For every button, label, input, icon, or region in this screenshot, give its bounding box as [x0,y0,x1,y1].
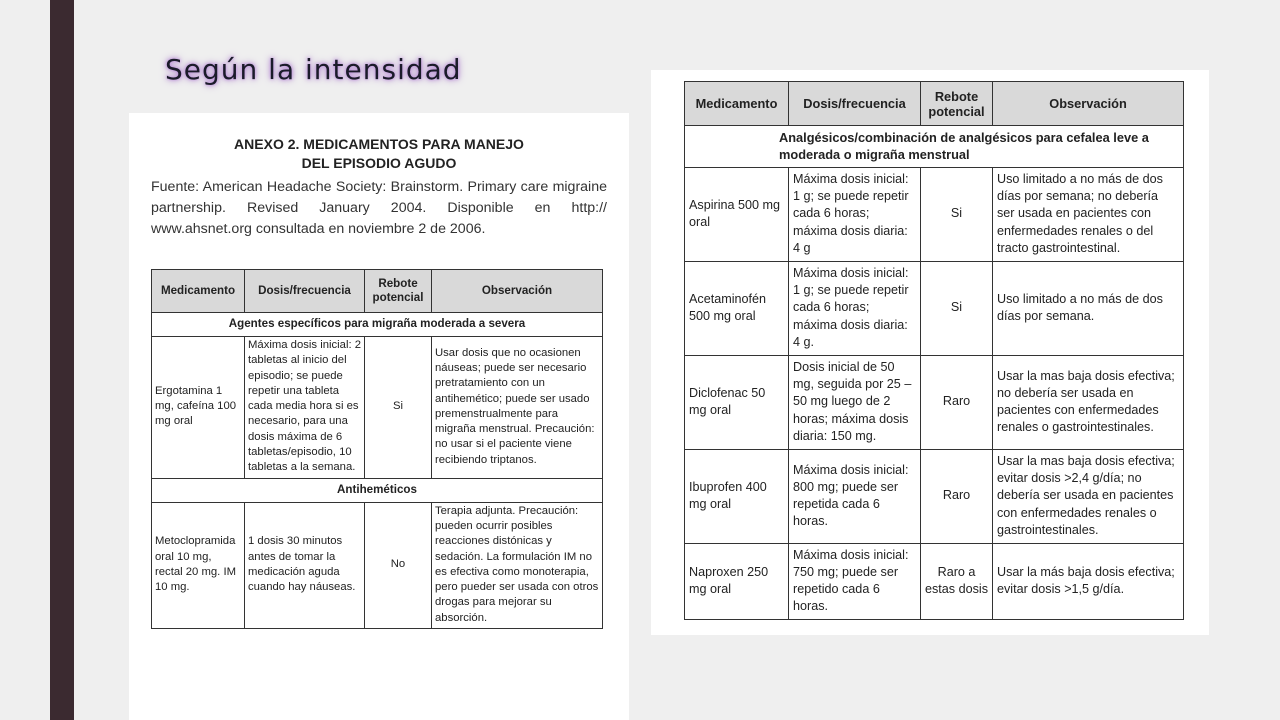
annex-heading-line2: DEL EPISODIO AGUDO [301,155,457,171]
annex-heading [129,135,629,173]
annex-source-text: Fuente: American Headache Society: Brainstorm. Primary care migraine partnership. Revised January 2004. Disponible en http:// www.ahsnet.org consultada en noviembre 2 de 2006. [151,179,607,237]
header-rebote: Rebote potencial [365,270,432,313]
cell-medicamento: Diclofenac 50 mg oral [685,356,789,450]
cell-observacion: Usar dosis que no ocasionen náuseas; puede ser necesario pretratamiento con un antihemético; puede ser usado premenstrualmente para migraña menstrual. Precaución: no usar si el paciente viene recibiendo triptanos. [432,337,603,479]
section-agentes-especificos: Agentes específicos para migraña moderada a severa [152,313,603,337]
left-medication-table [151,269,603,629]
cell-observacion: Uso limitado a no más de dos días por semana. [993,262,1184,356]
section-row [152,478,603,502]
table-row [685,356,1184,450]
cell-medicamento: Naproxen 250 mg oral [685,544,789,620]
table-row [152,337,603,479]
table-row [685,450,1184,544]
cell-rebote: Raro [921,356,993,450]
table-row [685,262,1184,356]
cell-medicamento: Aspirina 500 mg oral [685,168,789,262]
cell-dosis: Máxima dosis inicial: 800 mg; puede ser repetida cada 6 horas. [789,450,921,544]
table-row [685,168,1184,262]
slide-accent-bar [50,0,74,720]
right-document-image [651,70,1209,635]
header-observacion: Observación [993,82,1184,126]
cell-dosis: Dosis inicial de 50 mg, seguida por 25 – 50 mg luego de 2 horas; máxima dosis diaria: 150 mg. [789,356,921,450]
header-medicamento: Medicamento [152,270,245,313]
cell-medicamento: Acetaminofén 500 mg oral [685,262,789,356]
cell-rebote: Raro a estas dosis [921,544,993,620]
cell-dosis: Máxima dosis inicial: 1 g; se puede repetir cada 6 horas; máxima dosis diaria: 4 g [789,168,921,262]
header-dosis: Dosis/frecuencia [245,270,365,313]
cell-rebote: Si [921,168,993,262]
table-header-row [152,270,603,313]
section-analgesicos: Analgésicos/combinación de analgésicos para cefalea leve a moderada o migraña menstrual [685,126,1184,168]
cell-rebote: Raro [921,450,993,544]
table-header-row [685,82,1184,126]
cell-observacion: Uso limitado a no más de dos días por semana; no debería ser usada en pacientes con enfermedades renales o del tracto gastrointestinal. [993,168,1184,262]
section-row [152,313,603,337]
cell-observacion: Usar la más baja dosis efectiva; evitar dosis >1,5 g/día. [993,544,1184,620]
header-dosis: Dosis/frecuencia [789,82,921,126]
cell-dosis: Máxima dosis inicial: 1 g; se puede repetir cada 6 horas; máxima dosis diaria: 4 g. [789,262,921,356]
cell-dosis: Máxima dosis inicial: 2 tabletas al inicio del episodio; se puede repetir una tableta cada media hora si es necesario, para una dosis máxima de 6 tabletas/episodio, 10 tabletas a la semana. [245,337,365,479]
cell-rebote: Si [365,337,432,479]
cell-rebote: No [365,502,432,628]
table-row [152,502,603,628]
cell-medicamento: Ergotamina 1 mg, cafeína 100 mg oral [152,337,245,479]
header-medicamento: Medicamento [685,82,789,126]
header-rebote: Rebote potencial [921,82,993,126]
header-observacion: Observación [432,270,603,313]
cell-observacion: Usar la mas baja dosis efectiva; evitar dosis >2,4 g/día; no debería ser usada en pacientes con enfermedades renales o gastrointestinales. [993,450,1184,544]
slide-title: Según la intensidad [165,53,462,86]
cell-medicamento: Ibuprofen 400 mg oral [685,450,789,544]
section-antihemeticos: Antiheméticos [152,478,603,502]
cell-dosis: Máxima dosis inicial: 750 mg; puede ser repetido cada 6 horas. [789,544,921,620]
left-document-image [129,113,629,720]
cell-observacion: Usar la mas baja dosis efectiva; no debería ser usada en pacientes con enfermedades renales o gastrointestinales. [993,356,1184,450]
right-medication-table [684,81,1184,620]
cell-medicamento: Metoclopramida oral 10 mg, rectal 20 mg. IM 10 mg. [152,502,245,628]
section-row [685,126,1184,168]
cell-rebote: Si [921,262,993,356]
cell-observacion: Terapia adjunta. Precaución: pueden ocurrir posibles reacciones distónicas y sedación. La formulación IM no es efectiva como monoterapia, pero pueder ser usada con otros drogas para mejorar su absorción. [432,502,603,628]
table-row [685,544,1184,620]
annex-heading-line1: ANEXO 2. MEDICAMENTOS PARA MANEJO [234,136,524,152]
cell-dosis: 1 dosis 30 minutos antes de tomar la medicación aguda cuando hay náuseas. [245,502,365,628]
